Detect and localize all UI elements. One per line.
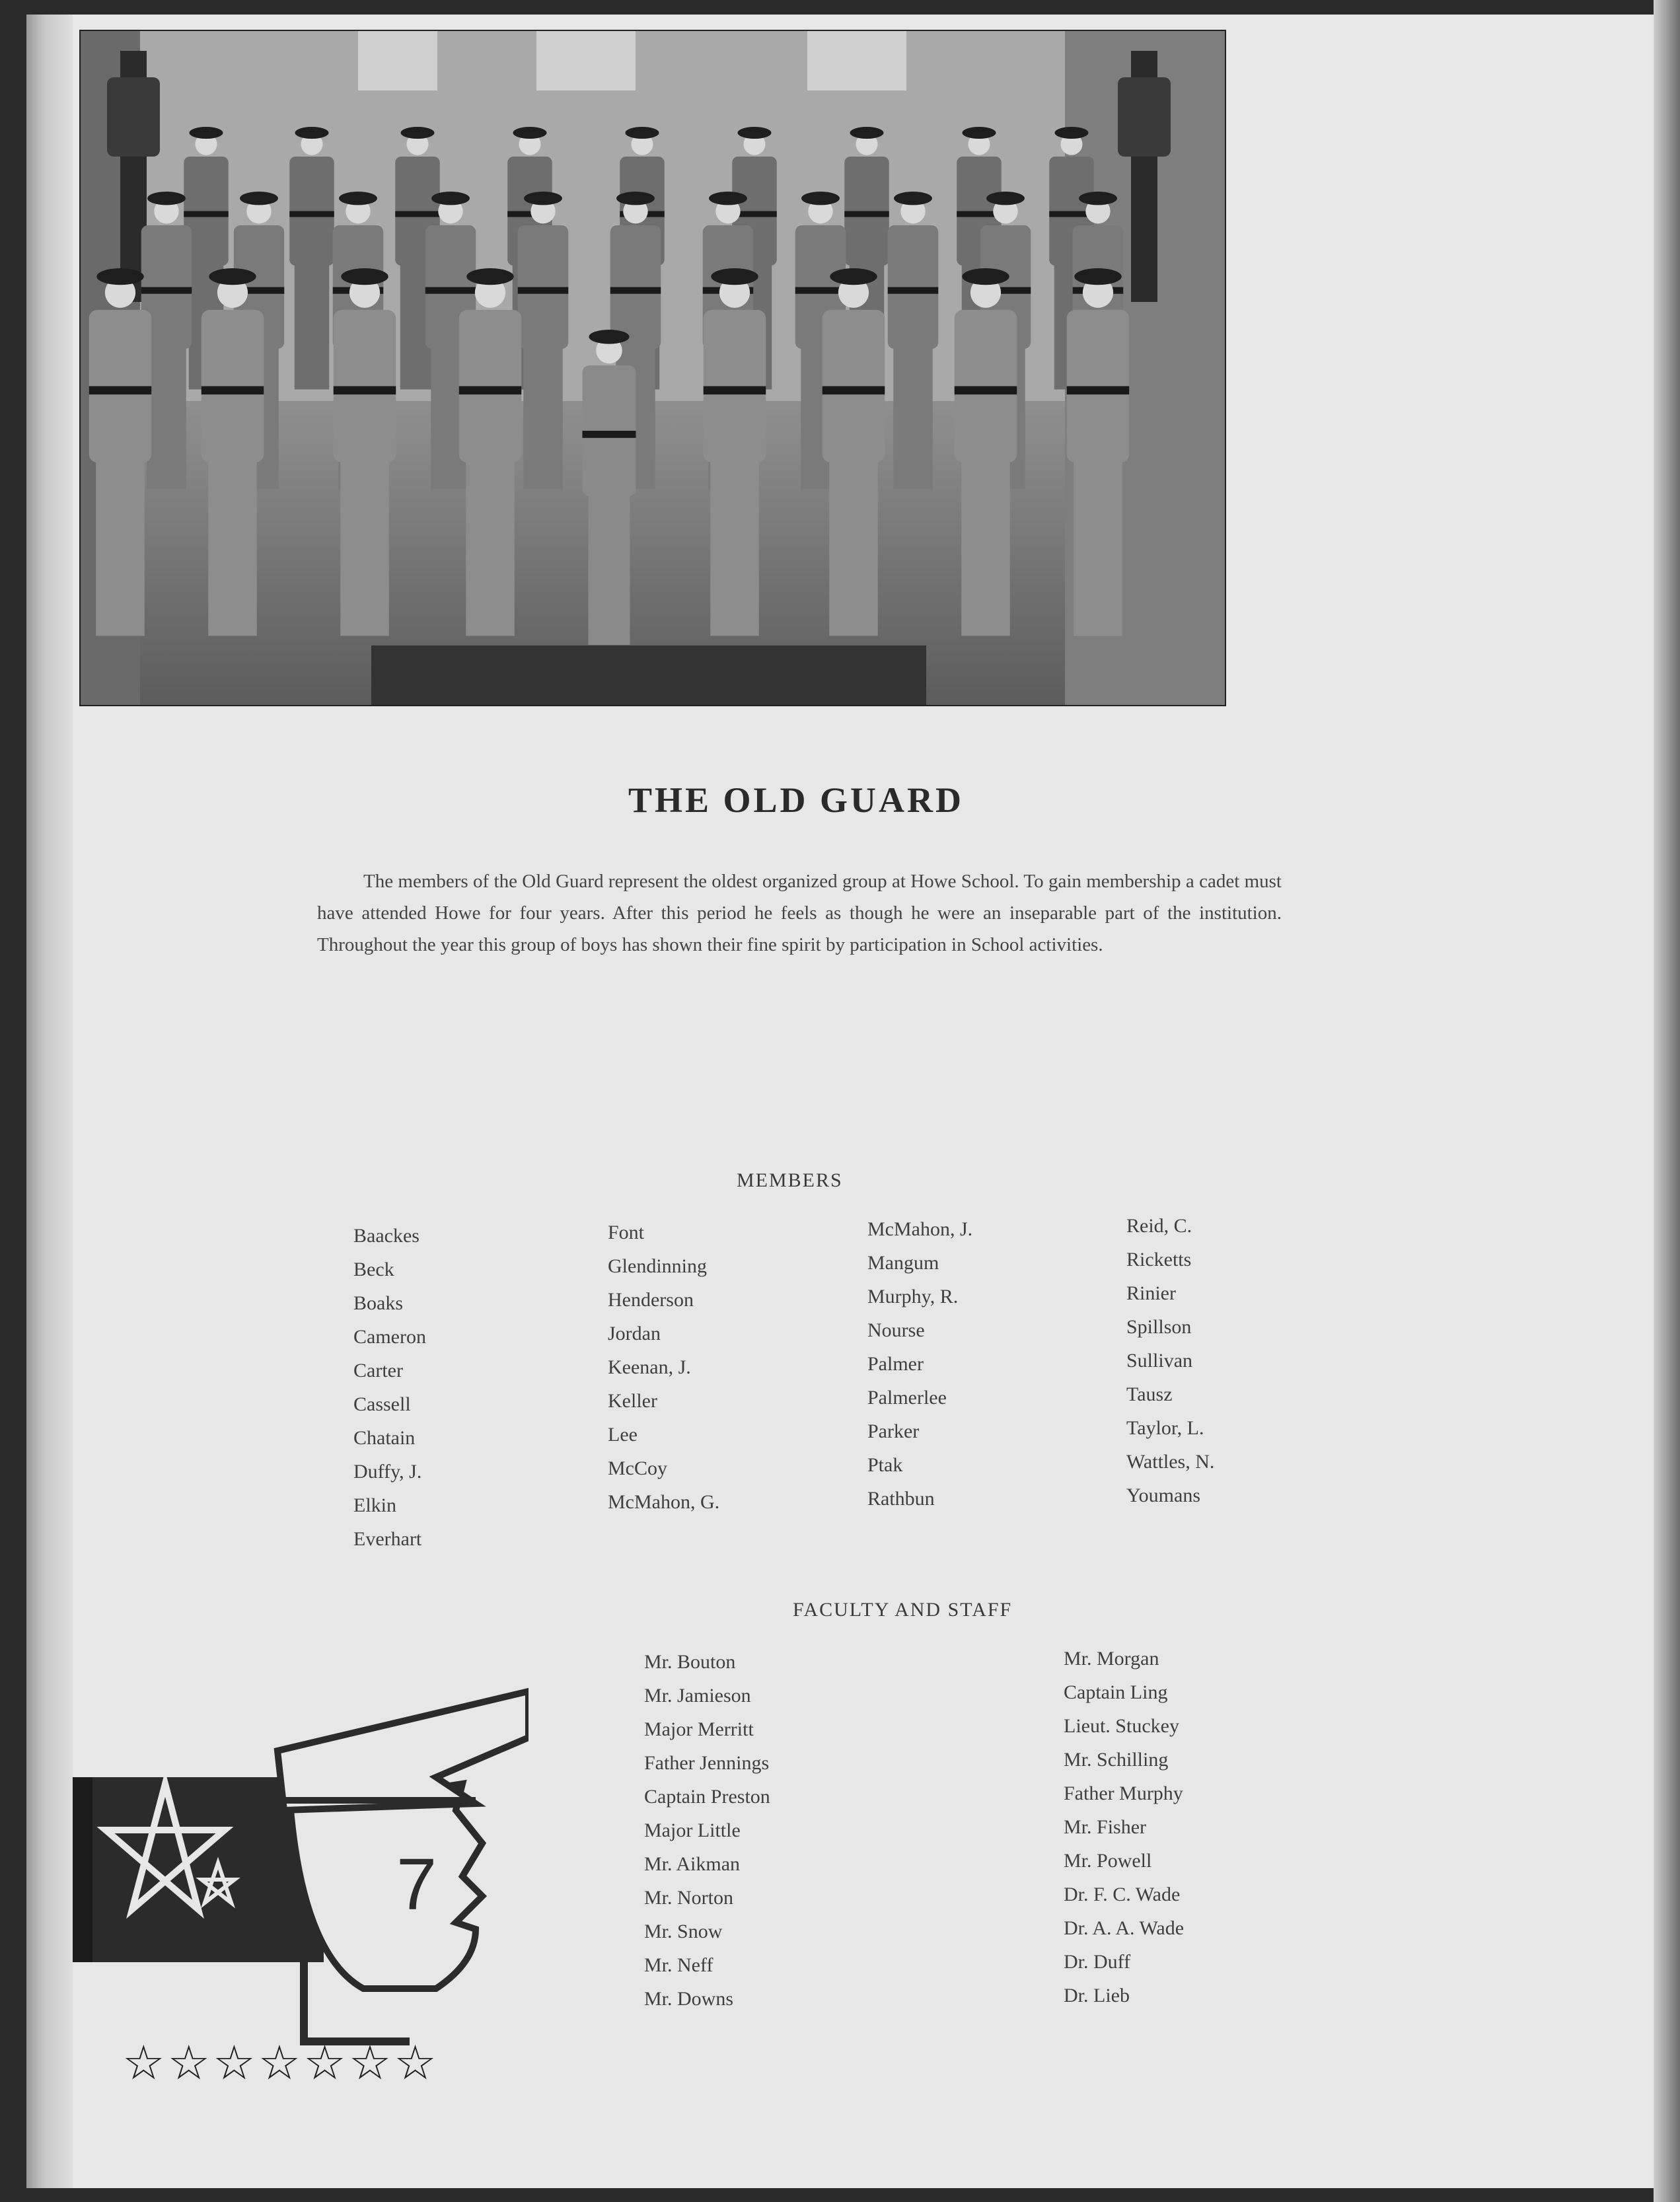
name-entry: Tausz (1126, 1383, 1173, 1405)
name-entry: Reid, C. (1126, 1215, 1192, 1237)
cadet-figure (334, 268, 396, 636)
name-entry: Murphy, R. (867, 1286, 959, 1307)
name-entry: Sullivan (1126, 1350, 1193, 1372)
name-entry: Chatain (353, 1427, 416, 1449)
cadet-figure (1067, 268, 1130, 636)
cadet-figure (89, 268, 152, 636)
name-entry: Mr. Fisher (1064, 1816, 1147, 1838)
members-column-3 (867, 1212, 972, 1516)
name-entry: Duffy, J. (353, 1461, 422, 1483)
name-entry: Youmans (1126, 1485, 1200, 1506)
name-entry: Cassell (353, 1393, 411, 1415)
page-title: THE OLD GUARD (628, 780, 965, 820)
name-entry: McMahon, J. (867, 1218, 973, 1240)
cadet-figure (201, 268, 264, 636)
cadet-figure (518, 192, 569, 490)
name-entry: Dr. Lieb (1064, 1985, 1130, 2006)
members-column-1 (353, 1219, 426, 1556)
faculty-heading: FACULTY AND STAFF (793, 1599, 1013, 1621)
name-entry: Mr. Snow (644, 1921, 723, 1942)
name-entry: Rinier (1126, 1282, 1176, 1304)
name-entry: Spillson (1126, 1316, 1192, 1338)
name-entry: Mr. Jamieson (644, 1685, 751, 1707)
name-entry: McMahon, G. (608, 1491, 720, 1513)
name-entry: Taylor, L. (1126, 1417, 1204, 1439)
star-row: ☆☆☆☆☆☆☆ (122, 2037, 439, 2090)
name-entry: Mr. Bouton (644, 1651, 736, 1673)
name-entry: Nourse (867, 1319, 925, 1341)
name-entry: Captain Preston (644, 1786, 770, 1808)
name-entry: Palmer (867, 1353, 924, 1375)
name-entry: Captain Ling (1064, 1681, 1168, 1703)
name-entry: Wattles, N. (1126, 1451, 1215, 1473)
page-edge (1654, 0, 1680, 2202)
cadet-figure (459, 268, 522, 636)
name-entry: Lee (608, 1424, 638, 1446)
name-entry: Dr. A. A. Wade (1064, 1917, 1185, 1939)
members-column-2 (608, 1216, 719, 1519)
name-entry: Cameron (353, 1326, 426, 1348)
name-entry: Mr. Morgan (1064, 1648, 1159, 1670)
name-entry: Father Jennings (644, 1752, 770, 1774)
cadet-figure (822, 268, 885, 636)
group-photo (79, 30, 1226, 706)
name-entry: Mr. Aikman (644, 1853, 741, 1875)
name-entry: Elkin (353, 1494, 396, 1516)
members-column-4 (1126, 1209, 1214, 1512)
name-entry: Mr. Powell (1064, 1850, 1152, 1872)
name-entry: Parker (867, 1420, 920, 1442)
name-entry: Beck (353, 1259, 394, 1280)
name-entry: Carter (353, 1360, 403, 1381)
name-entry: Lieut. Stuckey (1064, 1715, 1179, 1737)
faculty-column-1 (644, 1645, 770, 2016)
name-entry: Palmerlee (867, 1387, 947, 1409)
name-entry: Font (608, 1222, 645, 1243)
name-entry: Mr. Norton (644, 1887, 733, 1909)
name-entry: Mr. Neff (644, 1954, 713, 1976)
cadet-figure (289, 127, 334, 390)
name-entry: Major Merritt (644, 1718, 754, 1740)
emblem-number: 7 (396, 1844, 437, 1925)
name-entry: Boaks (353, 1292, 403, 1314)
name-entry: Dr. Duff (1064, 1951, 1131, 1973)
name-entry: Keenan, J. (608, 1356, 691, 1378)
name-entry: Father Murphy (1064, 1782, 1183, 1804)
members-heading: MEMBERS (737, 1169, 843, 1191)
name-entry: Everhart (353, 1528, 422, 1550)
group-photo-illustration (81, 31, 1225, 705)
name-entry: Keller (608, 1390, 657, 1412)
name-entry: Mr. Schilling (1064, 1749, 1169, 1771)
name-entry: Glendinning (608, 1255, 707, 1277)
name-entry: Ricketts (1126, 1249, 1192, 1270)
name-entry: Mangum (867, 1252, 939, 1274)
name-entry: Rathbun (867, 1488, 935, 1510)
cadet-figure (955, 268, 1017, 636)
name-entry: Major Little (644, 1819, 741, 1841)
faculty-column-2 (1064, 1642, 1184, 2012)
cadet-figure (888, 192, 939, 490)
intro-paragraph: The members of the Old Guard represent the oldest organized group at Howe School. To gain membership a cadet must have attended Howe for four years. After this period he feels as though he were an inseparable part of the institution. Throughout the year this group of boys has shown their fine spirit by participation in School activities. (317, 871, 1282, 955)
name-entry: Dr. F. C. Wade (1064, 1884, 1181, 1905)
name-entry: Jordan (608, 1323, 661, 1344)
cadet-figure (583, 330, 636, 645)
name-entry: Mr. Downs (644, 1988, 734, 2010)
name-entry: Baackes (353, 1225, 420, 1247)
name-entry: Henderson (608, 1289, 694, 1311)
cadet-figure (704, 268, 766, 636)
name-entry: Ptak (867, 1454, 903, 1476)
name-entry: McCoy (608, 1457, 667, 1479)
